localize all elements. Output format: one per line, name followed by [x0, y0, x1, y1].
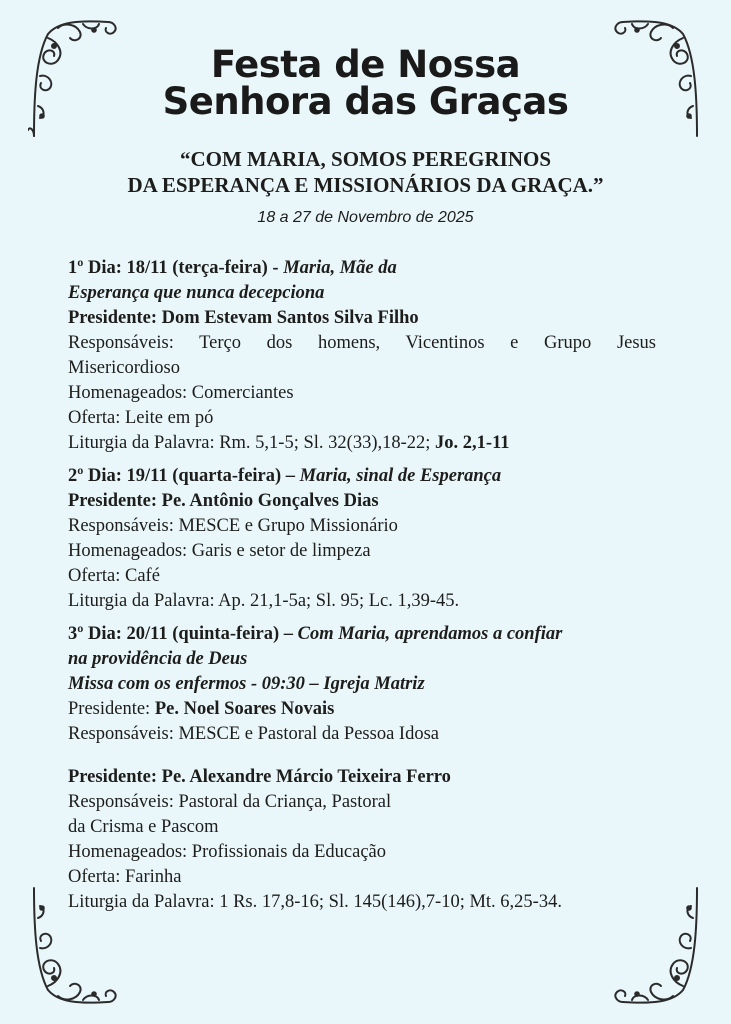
- day-3-offering-2: Oferta: Farinha: [68, 867, 182, 887]
- day-2-separator: –: [281, 466, 300, 486]
- day-2-theme: Maria, sinal de Esperança: [299, 466, 502, 486]
- day-1-offering: Oferta: Leite em pó: [68, 408, 214, 428]
- day-2: [68, 464, 656, 614]
- day-3-president: [68, 697, 656, 722]
- day-1-president: Presidente: Dom Estevam Santos Silva Filho: [68, 308, 419, 328]
- day-3-president-label: Presidente:: [68, 699, 155, 719]
- day-3-label: 3º Dia: 20/11 (quinta-feira): [68, 624, 280, 644]
- theme-quote: [0, 146, 731, 198]
- day-1-honored: Homenageados: Comerciantes: [68, 383, 294, 403]
- day-3-separator: –: [279, 624, 298, 644]
- day-1-theme-a: Maria, Mãe da: [283, 258, 397, 278]
- day-1-theme-b: Esperança que nunca decepciona: [68, 283, 325, 303]
- title-line-2: Senhora das Graças: [162, 80, 569, 123]
- day-2-responsibles: Responsáveis: MESCE e Grupo Missionário: [68, 516, 398, 536]
- day-1-separator: -: [267, 258, 284, 278]
- day-3-heading: [68, 622, 656, 647]
- day-1: [68, 256, 656, 456]
- day-1-responsibles: Responsáveis: Terço dos homens, Vicentinos e Grupo Jesus: [68, 333, 656, 353]
- day-1-heading: [68, 256, 656, 281]
- day-3-spacer: [68, 747, 656, 765]
- theme-line-1: “COM MARIA, SOMOS PEREGRINOS: [179, 147, 552, 171]
- day-1-gospel: Jo. 2,1-11: [435, 433, 510, 453]
- day-3-responsibles-2-cont: da Crisma e Pascom: [68, 817, 219, 837]
- day-3: [68, 622, 656, 915]
- day-1-liturgy: [68, 431, 656, 456]
- theme-line-2: DA ESPERANÇA E MISSIONÁRIOS DA GRAÇA.”: [127, 173, 604, 197]
- day-3-president-name: Pe. Noel Soares Novais: [154, 699, 335, 719]
- day-2-liturgy: Liturgia da Palavra: Ap. 21,1-5a; Sl. 95; Lc. 1,39-45.: [68, 591, 460, 611]
- schedule: [68, 256, 656, 923]
- day-2-offering: Oferta: Café: [68, 566, 160, 586]
- day-1-liturgy-text: Liturgia da Palavra: Rm. 5,1-5; Sl. 32(33),18-22;: [68, 433, 436, 453]
- day-3-mass: Missa com os enfermos - 09:30 – Igreja Matriz: [68, 674, 425, 694]
- day-2-label: 2º Dia: 19/11 (quarta-feira): [68, 466, 282, 486]
- day-3-liturgy-2: Liturgia da Palavra: 1 Rs. 17,8-16; Sl. 145(146),7-10; Mt. 6,25-34.: [68, 892, 562, 912]
- day-2-honored: Homenageados: Garis e setor de limpeza: [68, 541, 371, 561]
- day-1-label: 1º Dia: 18/11 (terça-feira): [68, 258, 268, 278]
- page-title: [0, 43, 731, 123]
- day-3-responsibles-2: Responsáveis: Pastoral da Criança, Pastoral: [68, 792, 392, 812]
- day-2-heading: [68, 464, 656, 489]
- day-3-president-2: Presidente: Pe. Alexandre Márcio Teixeira Ferro: [68, 767, 451, 787]
- title-line-1: Festa de Nossa: [210, 43, 521, 86]
- day-3-theme-a: Com Maria, aprendamos a confiar: [297, 624, 563, 644]
- day-1-responsibles-cont: Misericordioso: [68, 358, 181, 378]
- day-3-honored-2: Homenageados: Profissionais da Educação: [68, 842, 387, 862]
- day-3-theme-b: na providência de Deus: [68, 649, 248, 669]
- event-dates: 18 a 27 de Novembro de 2025: [257, 209, 474, 226]
- day-3-responsibles: Responsáveis: MESCE e Pastoral da Pessoa Idosa: [68, 724, 439, 744]
- day-2-president: Presidente: Pe. Antônio Gonçalves Dias: [68, 491, 379, 511]
